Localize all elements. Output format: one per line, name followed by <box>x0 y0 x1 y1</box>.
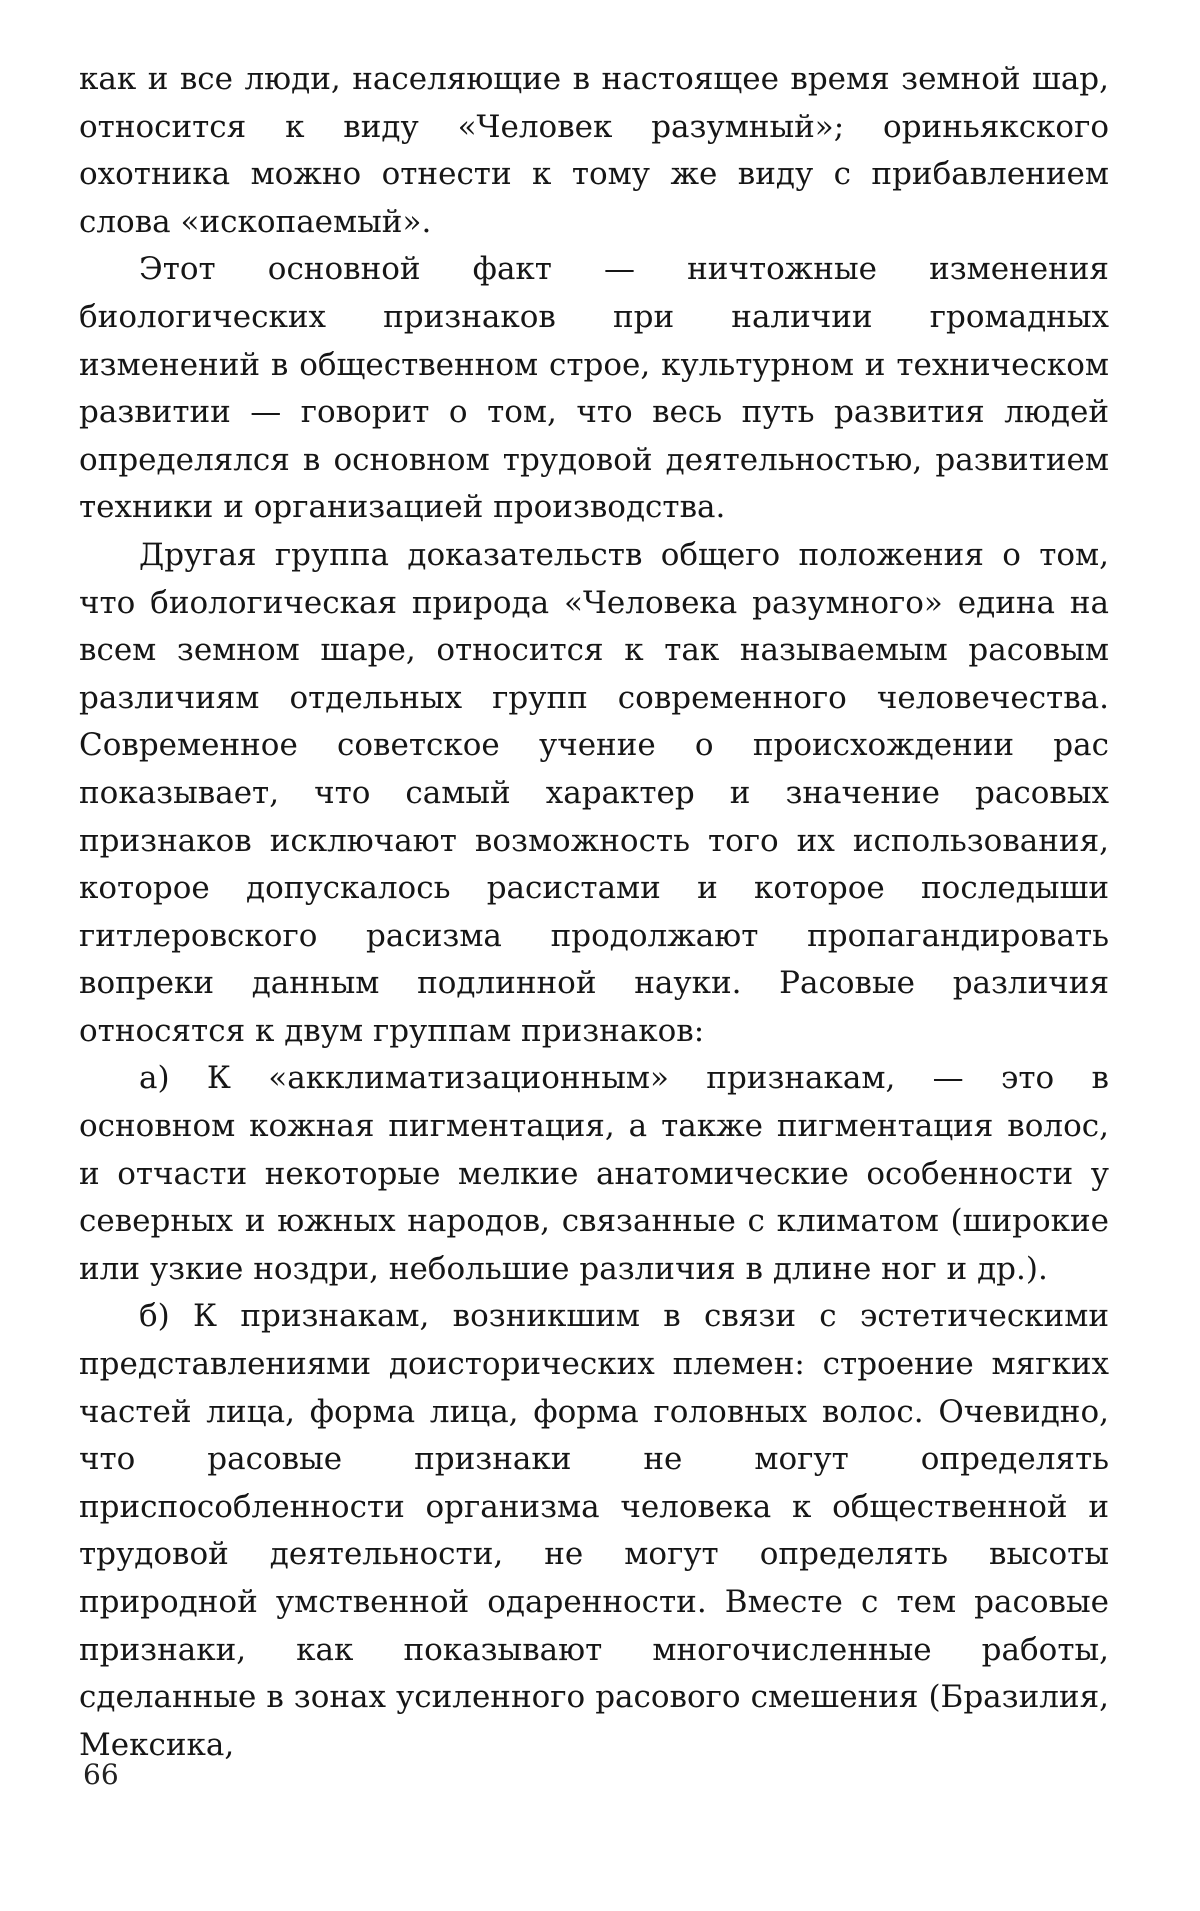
paragraph-acclimatization-traits: а) К «акклиматизационным» признакам, — это в основном кожная пигментация, а также пигментация волос, и отчасти некоторые мелкие анатомические особенности у северных и южных народов, связанные с климатом (широкие или узкие ноздри, небольшие различия в длине ног и др.). <box>79 1060 1109 1287</box>
paragraph-basic-fact: Этот основной факт — ничтожные изменения биологических признаков при наличии громадных изменений в общественном строе, культурном и техническом развитии — говорит о том, что весь путь развития людей определялся в основном трудовой деятельностью, развитием техники и организацией производства. <box>79 251 1109 526</box>
paragraph-aesthetic-traits: б) К признакам, возникшим в связи с эстетическими представлениями доисторических племен: строение мягких частей лица, форма лица, форма головных волос. Очевидно, что расовые признаки не могут определять приспособленности организма человека к общественной и трудовой деятельности, не могут определять высоты природной умственной одаренности. Вместе с тем расовые признаки, как показывают многочисленные работы, сделанные в зонах усиленного расового смешения (Бразилия, Мексика, <box>79 1298 1109 1763</box>
page-number: 66 <box>83 1758 119 1791</box>
body-text <box>79 56 1109 1769</box>
paragraph-racial-differences: Другая группа доказательств общего положения о том, что биологическая природа «Человека разумного» едина на всем земном шаре, относится к так называемым расовым различиям отдельных групп современного человечества. Современное советское учение о происхождении рас показывает, что самый характер и значение расовых признаков исключают возможность того их использования, которое допускалось расистами и которое последыши гитлеровского расизма продолжают пропагандировать вопреки данным подлинной науки. Расовые различия относятся к двум группам признаков: <box>79 536 1109 1049</box>
paragraph-continuation: как и все люди, населяющие в настоящее время земной шар, относится к виду «Человек разумный»; ориньякского охотника можно отнести к тому же виду с прибавлением слова «ископаемый». <box>79 61 1109 240</box>
